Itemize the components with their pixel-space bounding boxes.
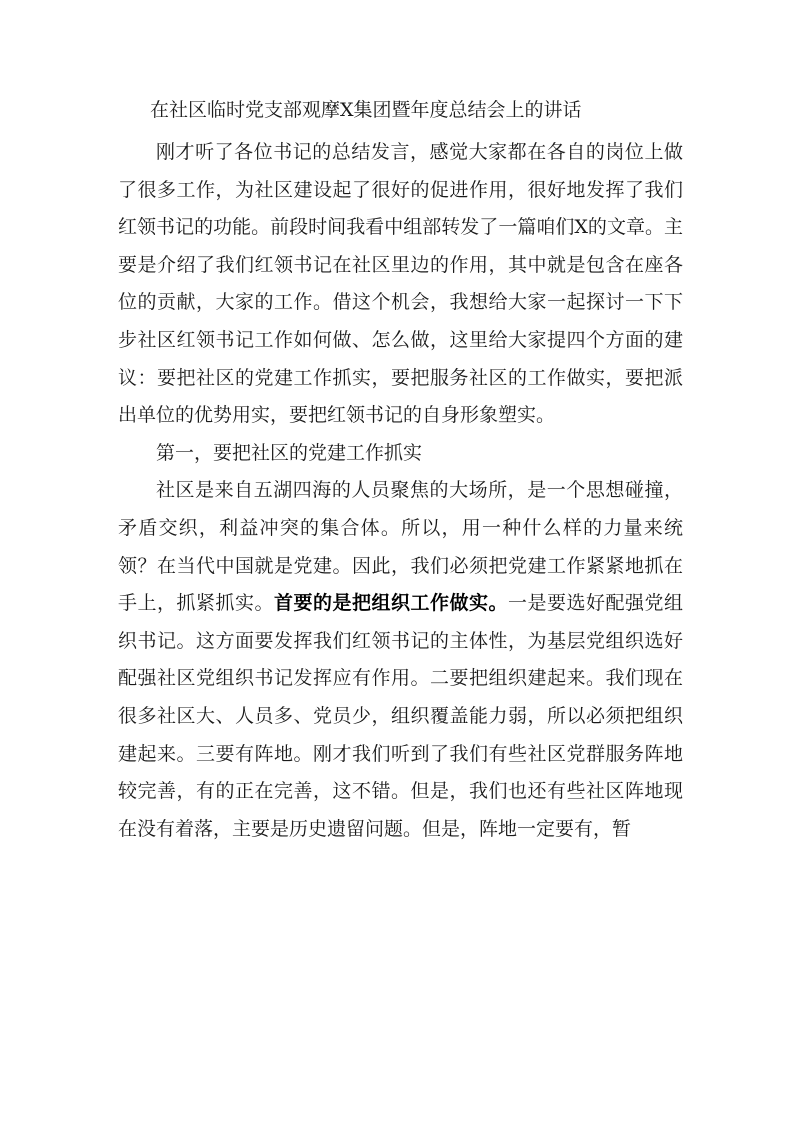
document-body: [118, 134, 683, 848]
intro-paragraph: 刚才听了各位书记的总结发言，感觉大家都在各自的岗位上做了很多工作，为社区建设起了很好的促进作用，很好地发挥了我们红领书记的功能。前段时间我看中组部转发了一篇咱们X的文章。主要是介绍了我们红领书记在社区里边的作用，其中就是包含在座各位的贡献，大家的工作。借这个机会，我想给大家一起探讨一下下步社区红领书记工作如何做、怎么做，这里给大家提四个方面的建议：要把社区的党建工作抓实，要把服务社区的工作做实，要把派出单位的优势用实，要把红领书记的自身形象塑实。: [118, 141, 683, 427]
section1-paragraph: [118, 472, 683, 848]
section1-bold-text: 首要的是把组织工作做实。: [274, 592, 508, 615]
section1-text-before-bold: 社区是来自五湖四海的人员聚焦的大场所，是一个思想碰撞，矛盾交织，利益冲突的集合体。所以，用一种什么样的力量来统领？在当代中国就是党建。因此，我们必须把党建工作紧紧地抓在手上，抓紧抓实。: [118, 479, 683, 615]
document-title: 在社区临时党支部观摩X集团暨年度总结会上的讲话: [150, 99, 582, 121]
section1-text-after-bold: 一是要选好配强党组织书记。这方面要发挥我们红领书记的主体性，为基层党组织选好配强社区党组织书记发挥应有作用。二要把组织建起来。我们现在很多社区大、人员多、党员少，组织覆盖能力弱，所以必须把组织建起来。三要有阵地。刚才我们听到了我们有些社区党群服务阵地较完善，有的正在完善，这不错。但是，我们也还有些社区阵地现在没有着落，主要是历史遗留问题。但是，阵地一定要有，暂: [118, 592, 683, 840]
section-heading-1: 第一，要把社区的党建工作抓实: [156, 441, 423, 464]
